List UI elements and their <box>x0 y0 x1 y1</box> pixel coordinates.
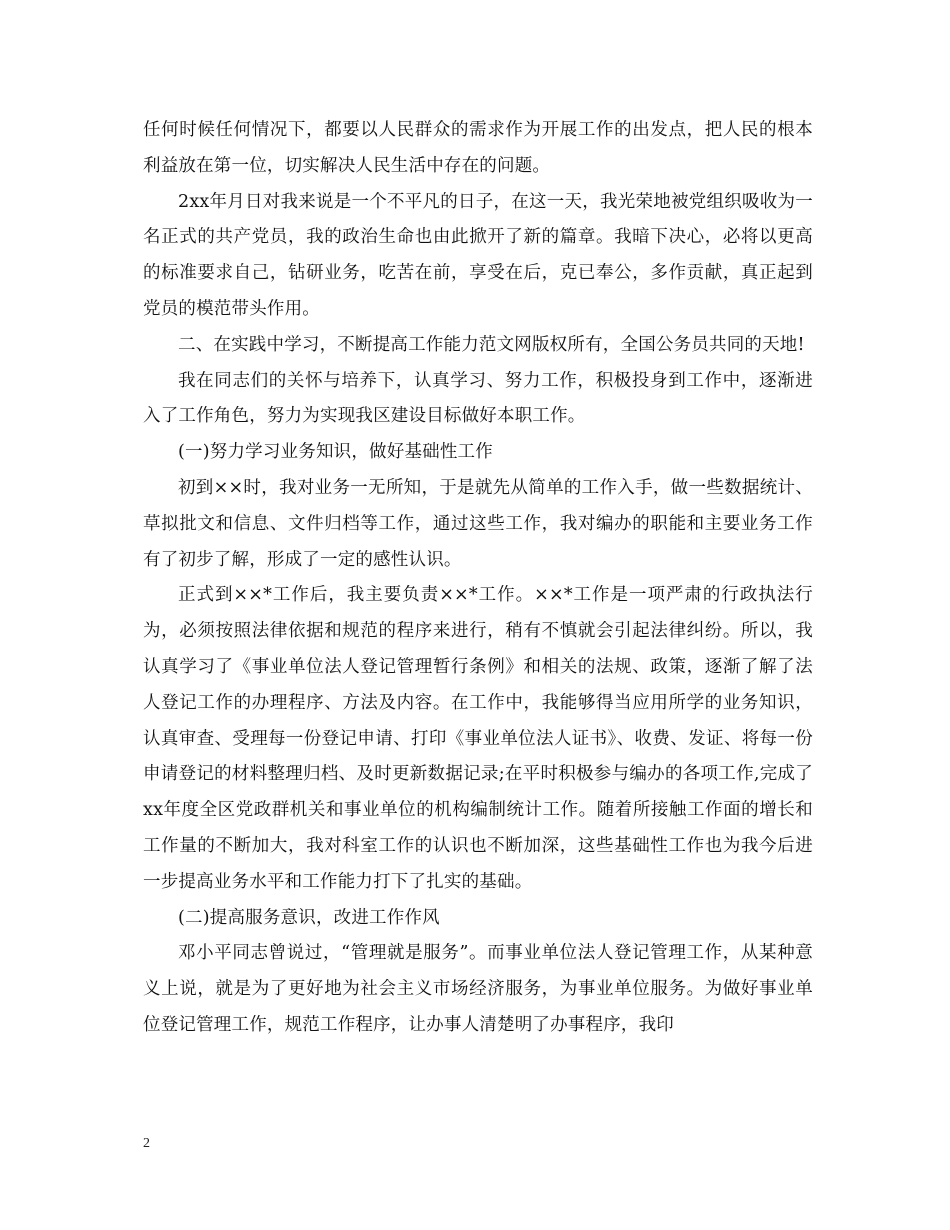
paragraph: 邓小平同志曾说过，“管理就是服务”。而事业单位法人登记管理工作，从某种意义上说，就是为了更好地为社会主义市场经济服务，为事业单位服务。为做好事业单位登记管理工作，规范工作程序，让办事人清楚明了办事程序，我印 <box>143 943 813 1035</box>
document-body <box>143 113 813 1044</box>
page-number: 2 <box>143 1136 150 1151</box>
paragraph: 初到××时，我对业务一无所知，于是就先从简单的工作入手，做一些数据统计、草拟批文和信息、文件归档等工作，通过这些工作，我对编办的职能和主要业务工作有了初步了解，形成了一定的感性认识。 <box>143 477 813 570</box>
subsection-heading: (二)提高服务意识，改进工作作风 <box>178 907 440 928</box>
paragraph: 2xx年月日对我来说是一个不平凡的日子，在这一天，我光荣地被党组织吸收为一名正式的共产党员，我的政治生命也由此掀开了新的篇章。我暗下决心，必将以更高的标准要求自己，钻研业务，吃苦在前，享受在后，克已奉公，多作贡献，真正起到党员的模范带头作用。 <box>143 191 813 319</box>
subsection-heading: (一)努力学习业务知识，做好基础性工作 <box>178 442 493 463</box>
paragraph-continued: 任何时候任何情况下，都要以人民群众的需求作为开展工作的出发点，把人民的根本利益放在第一位，切实解决人民生活中存在的问题。 <box>143 120 813 176</box>
section-heading: 二、在实践中学习，不断提高工作能力范文网版权所有，全国公务员共同的天地! <box>178 334 805 355</box>
paragraph: 我在同志们的关怀与培养下，认真学习、努力工作，积极投身到工作中，逐渐进入了工作角色，努力为实现我区建设目标做好本职工作。 <box>143 370 813 427</box>
paragraph: 正式到××*工作后，我主要负责××*工作。××*工作是一项严肃的行政执法行为，必须按照法律依据和规范的程序来进行，稍有不慎就会引起法律纠纷。所以，我认真学习了《事业单位法人登记管理暂行条例》和相关的法规、政策，逐渐了解了法人登记工作的办理程序、方法及内容。在工作中，我能够得当应用所学的业务知识，认真审查、受理每一份登记申请、打印《事业单位法人证书》、收费、发证、将每一份申请登记的材料整理归档、及时更新数据记录;在平时积极参与编办的各项工作,完成了xx年度全区党政群机关和事业单位的机构编制统计工作。随着所接触工作面的增长和工作量的不断加大，我对科室工作的认识也不断加深，这些基础性工作也为我今后进一步提高业务水平和工作能力打下了扎实的基础。 <box>143 585 813 892</box>
